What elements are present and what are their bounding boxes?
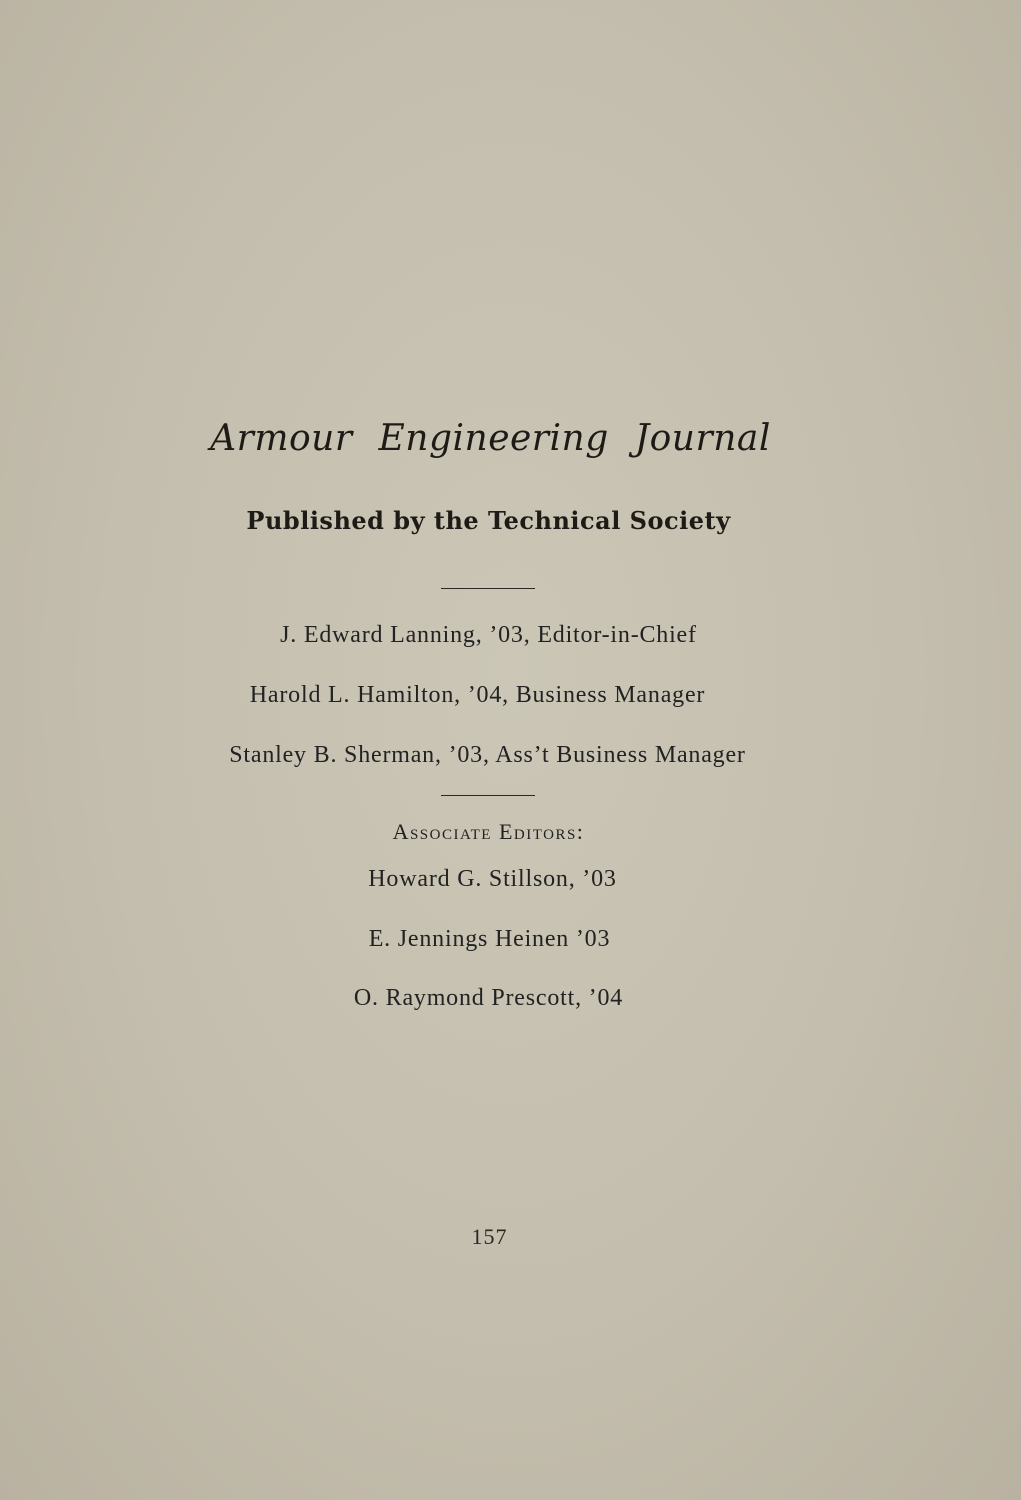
divider-rule bbox=[441, 795, 535, 796]
staff-assistant-business-manager: Stanley B. Sherman, ’03, Ass’t Business Manager bbox=[229, 742, 746, 768]
publisher-line: Published by the Technical Society bbox=[246, 506, 731, 535]
divider-rule bbox=[441, 588, 535, 589]
associate-editors-heading: Associate Editors: bbox=[392, 819, 585, 844]
associate-editor: O. Raymond Prescott, ’04 bbox=[353, 985, 624, 1011]
journal-title: Armour Engineering Journal bbox=[210, 418, 771, 459]
staff-business-manager: Harold L. Hamilton, ’04, Business Manager bbox=[249, 682, 706, 708]
associate-editor: E. Jennings Heinen ’03 bbox=[368, 926, 611, 952]
staff-editor-in-chief: J. Edward Lanning, ’03, Editor-in-Chief bbox=[280, 622, 697, 648]
associate-editor: Howard G. Stillson, ’03 bbox=[368, 866, 617, 892]
page-number: 157 bbox=[471, 1224, 508, 1249]
